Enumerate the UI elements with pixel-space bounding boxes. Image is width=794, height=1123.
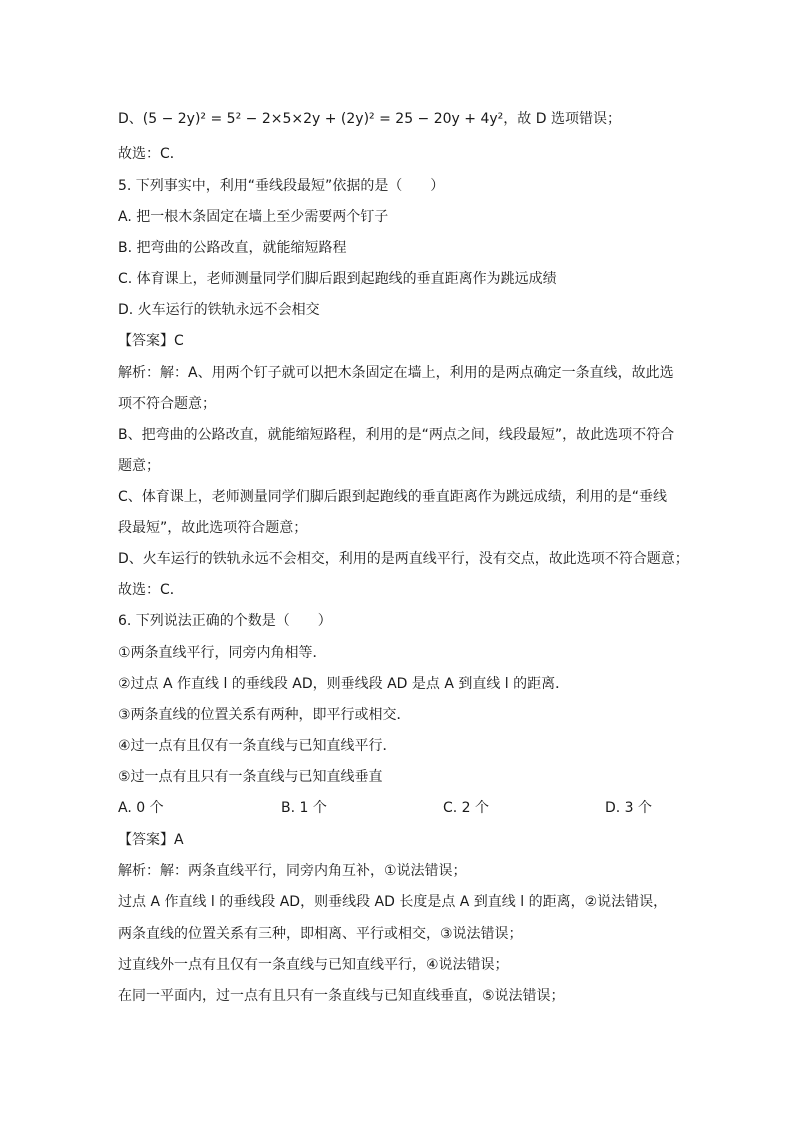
- analysis-line: 在同一平面内，过一点有且只有一条直线与已知直线垂直，⑤说法错误；: [118, 988, 565, 1004]
- analysis-line: D、火车运行的铁轨永远不会相交，利用的是两直线平行，没有交点，故此选项不符合题意；: [118, 551, 689, 567]
- question-5-option-a: A. 把一根木条固定在墙上至少需要两个钉子: [118, 209, 389, 225]
- analysis-line: C、体育课上，老师测量同学们脚后跟到起跑线的垂直距离作为跳远成绩，利用的是“垂线: [118, 489, 668, 505]
- question-5-option-b: B. 把弯曲的公路改直，就能缩短路程: [118, 240, 347, 256]
- question-6-option-d: D. 3 个: [605, 800, 653, 816]
- analysis-line: 项不符合题意；: [118, 396, 216, 412]
- question-5-stem: 5. 下列事实中，利用“垂线段最短”依据的是（ ）: [118, 178, 445, 194]
- answer-choice-line: 故选：C．: [118, 146, 184, 162]
- analysis-line: 段最短”，故此选项符合题意；: [118, 520, 308, 536]
- statement-5: ⑤过一点有且只有一条直线与已知直线垂直: [118, 769, 383, 785]
- analysis-line: 解析：解：两条直线平行，同旁内角互补，①说法错误；: [118, 863, 467, 879]
- analysis-line: 过直线外一点有且仅有一条直线与已知直线平行，④说法错误；: [118, 957, 509, 973]
- analysis-line: 解析：解：A、用两个钉子就可以把木条固定在墙上，利用的是两点确定一条直线，故此选: [118, 365, 674, 381]
- analysis-line: B、把弯曲的公路改直，就能缩短路程，利用的是“两点之间，线段最短”，故此选项不符合: [118, 427, 675, 443]
- analysis-line: 故选：C．: [118, 582, 184, 598]
- question-6-option-c: C. 2 个: [443, 800, 490, 816]
- analysis-line: 两条直线的位置关系有三种，即相离、平行或相交，③说法错误；: [118, 926, 523, 942]
- question-5-option-c: C. 体育课上，老师测量同学们脚后跟到起跑线的垂直距离作为跳远成绩: [118, 271, 557, 287]
- statement-4: ④过一点有且仅有一条直线与已知直线平行．: [118, 738, 397, 754]
- statement-1: ①两条直线平行，同旁内角相等．: [118, 645, 327, 661]
- question-5-answer: 【答案】C: [118, 333, 184, 349]
- analysis-line: 过点 A 作直线 l 的垂线段 AD，则垂线段 AD 长度是点 A 到直线 l 的距离，②说法错误，: [118, 894, 668, 910]
- statement-3: ③两条直线的位置关系有两种，即平行或相交．: [118, 707, 411, 723]
- question-6-answer: 【答案】A: [118, 832, 184, 848]
- question-5-option-d: D. 火车运行的铁轨永远不会相交: [118, 302, 320, 318]
- question-6-option-a: A. 0 个: [118, 800, 164, 816]
- option-d-explanation: D、(5 − 2y)² = 5² − 2×5×2y + (2y)² = 25 − 20y + 4y²，故 D 选项错误；: [118, 111, 621, 127]
- analysis-line: 题意；: [118, 458, 160, 474]
- question-6-stem: 6. 下列说法正确的个数是（ ）: [118, 613, 332, 629]
- statement-2: ②过点 A 作直线 l 的垂线段 AD，则垂线段 AD 是点 A 到直线 l 的距离．: [118, 676, 570, 692]
- question-6-option-b: B. 1 个: [281, 800, 327, 816]
